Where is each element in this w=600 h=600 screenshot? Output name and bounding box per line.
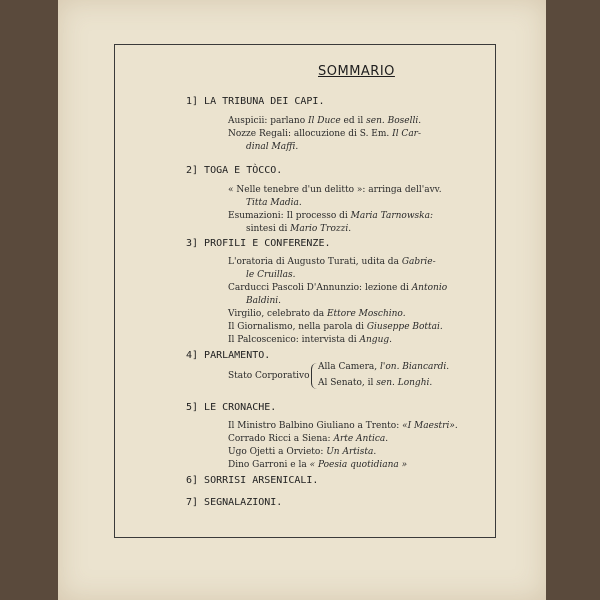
entry-line: le Cruillas. [246, 270, 296, 280]
section-heading-4: 4] PARLAMENTO. [186, 350, 271, 361]
entry-line: Al Senato, il sen. Longhi. [318, 378, 433, 388]
entry-line: Il Giornalismo, nella parola di Giuseppe Bottai. [228, 322, 443, 332]
entry-line: Dino Garroni e la « Poesia quotidiana » [228, 460, 408, 470]
section-heading-5: 5] LE CRONACHE. [186, 402, 277, 413]
section-heading-2: 2] TOGA E TÒCCO. [186, 165, 283, 176]
entry-line: Il Palcoscenico: intervista di Angug. [228, 335, 392, 345]
section-heading-7: 7] SEGNALAZIONI. [186, 497, 283, 508]
entry-line: sintesi di Mario Trozzi. [246, 224, 352, 234]
section-heading-1: 1] LA TRIBUNA DEI CAPI. [186, 96, 325, 107]
entry-line: Carducci Pascoli D'Annunzio: lezione di Antonio [228, 283, 448, 293]
entry-line: « Nelle tenebre d'un delitto »: arringa dell'avv. [228, 185, 442, 195]
entry-line: dinal Maffi. [246, 142, 299, 152]
entry-line: Il Ministro Balbino Giuliano a Trento: «I Maestri». [228, 421, 458, 431]
section-heading-6: 6] SORRISI ARSENICALI. [186, 475, 319, 486]
entry-line: Ugo Ojetti a Orvieto: Un Artista. [228, 447, 377, 457]
entry-line: Virgilio, celebrato da Ettore Moschino. [228, 309, 406, 319]
curly-brace [311, 363, 317, 389]
entry-line: Nozze Regali: allocuzione di S. Em. Il Car- [228, 129, 422, 139]
entry-line: Corrado Ricci a Siena: Arte Antica. [228, 434, 389, 444]
entry-line: Titta Madia. [246, 198, 302, 208]
entry-line: Esumazioni: Il processo di Maria Tarnowska: [228, 211, 434, 221]
page-title: SOMMARIO [318, 64, 395, 79]
stato-corporativo-label: Stato Corporativo [228, 371, 310, 381]
entry-line: Baldini. [246, 296, 282, 306]
entry-line: Alla Camera, l'on. Biancardi. [318, 362, 450, 372]
entry-line: L'oratoria di Augusto Turati, udita da Gabrie- [228, 257, 436, 267]
entry-line: Auspicii: parlano Il Duce ed il sen. Boselli. [228, 116, 422, 126]
section-heading-3: 3] PROFILI E CONFERENZE. [186, 238, 331, 249]
